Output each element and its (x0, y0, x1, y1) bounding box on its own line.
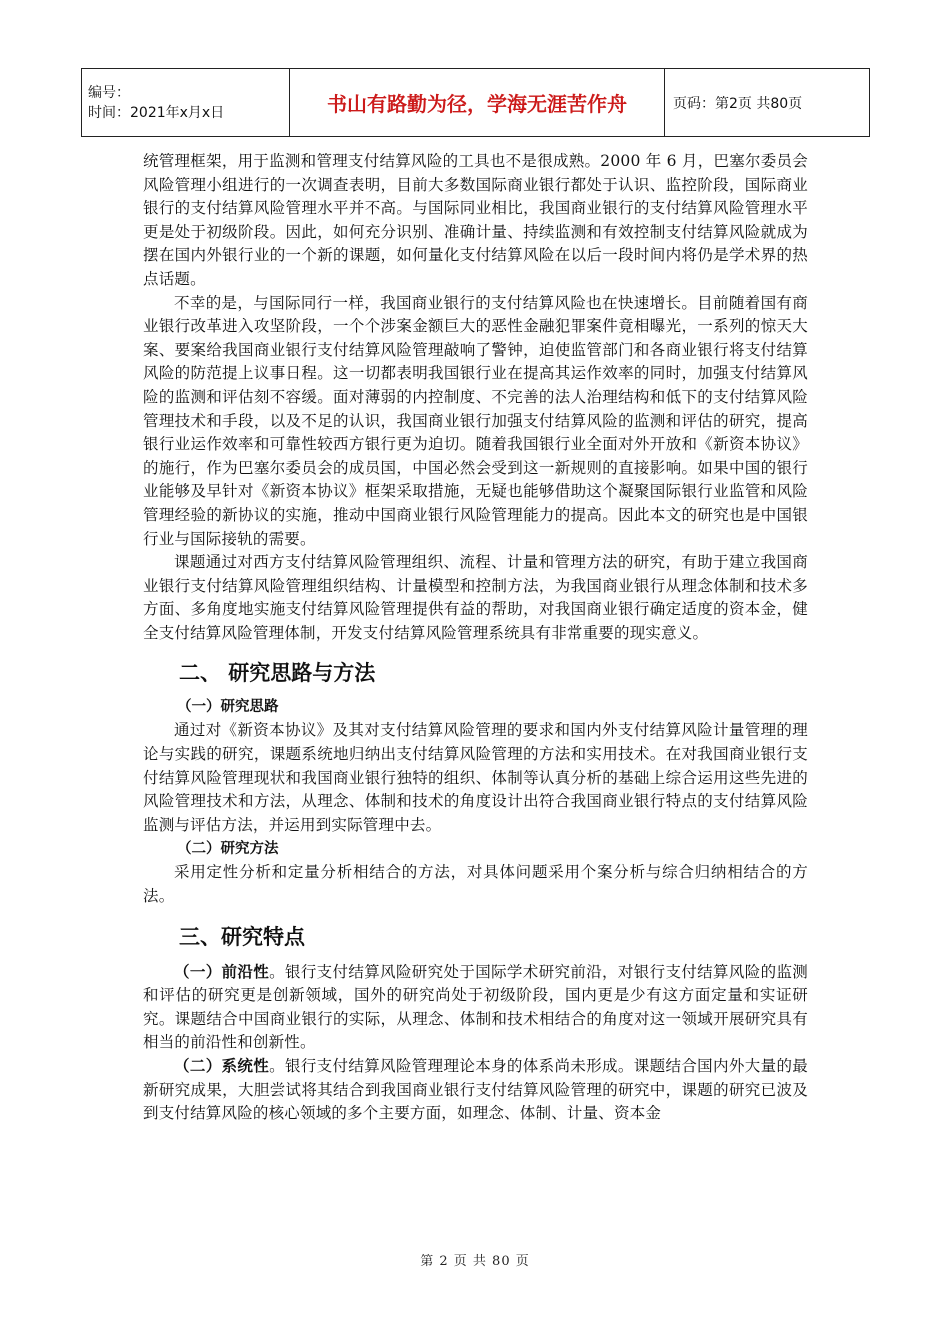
item-label: （二）系统性 (174, 1057, 270, 1075)
paragraph: 不幸的是，与国际同行一样，我国商业银行的支付结算风险也在快速增长。目前随着国有商业银行改革进入攻坚阶段，一个个涉案金额巨大的恶性金融犯罪案件竟相曝光，一系列的惊天大案、要案给我国商业银行支付结算风险管理敲响了警钟，迫使监管部门和各商业银行将支付结算风险的防范提上议事日程。这一切都表明我国银行业在提高其运作效率的同时，加强支付结算风险的监测和评估刻不容缓。面对薄弱的内控制度、不完善的法人治理结构和低下的支付结算风险管理技术和手段，以及不足的认识，我国商业银行加强支付结算风险的监测和评估的研究，提高银行业运作效率和可靠性较西方银行更为迫切。随着我国银行业全面对外开放和《新资本协议》的施行，作为巴塞尔委员会的成员国，中国必然会受到这一新规则的直接影响。如果中国的银行业能够及早针对《新资本协议》框架采取措施，无疑也能够借助这个凝聚国际银行业监管和风险管理经验的新协议的实施，推动中国商业银行风险管理能力的提高。因此本文的研究也是中国银行业与国际接轨的需要。 (143, 293, 808, 548)
paragraph: 统管理框架，用于监测和管理支付结算风险的工具也不是很成熟。2000 年 6 月，巴塞尔委员会风险管理小组进行的一次调查表明，目前大多数国际商业银行都处于认识、监控阶段，国际商业银行的支付结算风险管理水平并不高。与国际同业相比，我国商业银行的支付结算风险管理水平更是处于初级阶段。因此，如何充分识别、准确计量、持续监测和有效控制支付结算风险就成为摆在国内外银行业的一个新的课题，如何量化支付结算风险在以后一段时间内将仍是学术界的热点话题。 (143, 152, 808, 288)
item-text: 。银行支付结算风险管理理论本身的体系尚未形成。课题结合国内外大量的最新研究成果，大胆尝试将其结合到我国商业银行支付结算风险管理的研究中，课题的研究已波及到支付结算风险的核心领域的多个主要方面，如理念、体制、计量、资本金 (143, 1057, 808, 1123)
paragraph (143, 1055, 808, 1126)
paragraph: 通过对《新资本协议》及其对支付结算风险管理的要求和国内外支付结算风险计量管理的理论与实践的研究，课题系统地归纳出支付结算风险管理的方法和实用技术。在对我国商业银行支付结算风险管理现状和我国商业银行独特的组织、体制等认真分析的基础上综合运用这些先进的风险管理技术和方法，从理念、体制和技术的角度设计出符合我国商业银行特点的支付结算风险监测与评估方法，并运用到实际管理中去。 (143, 721, 808, 834)
subsection-heading: （二）研究方法 (177, 841, 279, 858)
document-body (143, 150, 808, 1126)
section-heading: 三、研究特点 (179, 924, 305, 949)
paragraph: 采用定性分析和定量分析相结合的方法，对具体问题采用个案分析与综合归纳相结合的方法。 (143, 863, 808, 906)
header-page-code: 页码：第2页 共80页 (665, 69, 870, 137)
document-header (81, 68, 870, 137)
paragraph (143, 961, 808, 1055)
subsection-heading: （一）研究思路 (177, 699, 279, 716)
header-meta (82, 69, 290, 137)
number-label: 编号： (88, 84, 130, 101)
time-label: 时间：2021年x月x日 (88, 104, 225, 121)
paragraph: 课题通过对西方支付结算风险管理组织、流程、计量和管理方法的研究，有助于建立我国商业银行支付结算风险管理组织结构、计量模型和控制方法，为我国商业银行从理念体制和技术多方面、多角度地实施支付结算风险管理提供有益的帮助，对我国商业银行确定适度的资本金，健全支付结算风险管理体制，开发支付结算风险管理系统具有非常重要的现实意义。 (143, 553, 808, 642)
page-footer: 第 2 页 共 80 页 (420, 1254, 530, 1269)
section-heading: 二、 研究思路与方法 (179, 661, 376, 686)
item-text: 。银行支付结算风险研究处于国际学术研究前沿，对银行支付结算风险的监测和评估的研究更是创新领域，国外的研究尚处于初级阶段，国内更是少有这方面定量和实证研究。课题结合中国商业银行的实际，从理念、体制和技术相结合的角度对这一领域开展研究具有相当的前沿性和创新性。 (143, 962, 808, 1052)
item-label: （一）前沿性 (174, 962, 270, 981)
header-motto: 书山有路勤为径，学海无涯苦作舟 (290, 69, 665, 137)
